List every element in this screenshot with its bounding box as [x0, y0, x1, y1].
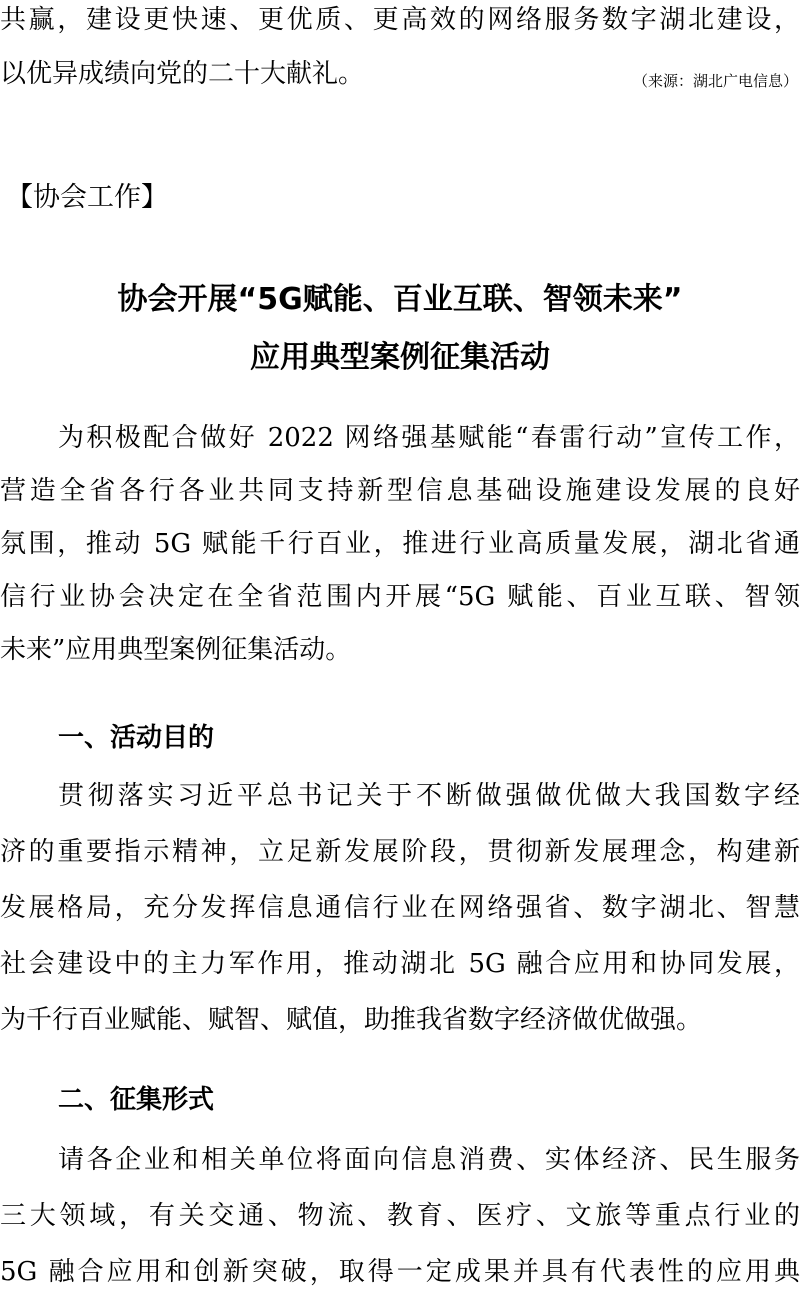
source-note: （来源：湖北广电信息） [632, 72, 798, 90]
article-title-line-1: 协会开展“5G赋能、百业互联、智领未来” [117, 282, 683, 317]
intro-line-3: 氛围，推动 5G 赋能千行百业，推进行业高质量发展，湖北省通 [0, 529, 800, 559]
section2-line-3: 5G 融合应用和创新突破，取得一定成果并具有代表性的应用典 [0, 1257, 800, 1287]
section1-line-2: 济的重要指示精神，立足新发展阶段，贯彻新发展理念，构建新 [0, 837, 800, 867]
intro-line-2: 营造全省各行各业共同支持新型信息基础设施建设发展的良好 [0, 476, 800, 506]
section2-line-2: 三大领域，有关交通、物流、教育、医疗、文旅等重点行业的 [0, 1201, 800, 1231]
section1-line-5: 为千行百业赋能、赋智、赋值，助推我省数字经济做优做强。 [0, 1005, 703, 1035]
section2-heading: 二、征集形式 [58, 1085, 215, 1115]
section1-line-3: 发展格局，充分发挥信息通信行业在网络强省、数字湖北、智慧 [0, 893, 800, 923]
prev-article-line-2: 以优异成绩向党的二十大献礼。 [0, 59, 365, 89]
section1-line-4: 社会建设中的主力军作用，推动湖北 5G 融合应用和协同发展， [0, 949, 800, 979]
intro-line-5: 未来”应用典型案例征集活动。 [0, 635, 352, 665]
section2-line-1: 请各企业和相关单位将面向信息消费、实体经济、民生服务 [58, 1145, 800, 1175]
intro-line-1: 为积极配合做好 2022 网络强基赋能“春雷行动”宣传工作， [58, 423, 800, 453]
prev-article-line-1: 共赢，建设更快速、更优质、更高效的网络服务数字湖北建设， [0, 5, 800, 35]
section1-line-1: 贯彻落实习近平总书记关于不断做强做优做大我国数字经 [58, 781, 800, 811]
section-tag: 【协会工作】 [6, 182, 168, 213]
article-title-line-2: 应用典型案例征集活动 [250, 340, 550, 375]
section1-heading: 一、活动目的 [58, 723, 215, 753]
intro-line-4: 信行业协会决定在全省范围内开展“5G 赋能、百业互联、智领 [0, 582, 800, 612]
